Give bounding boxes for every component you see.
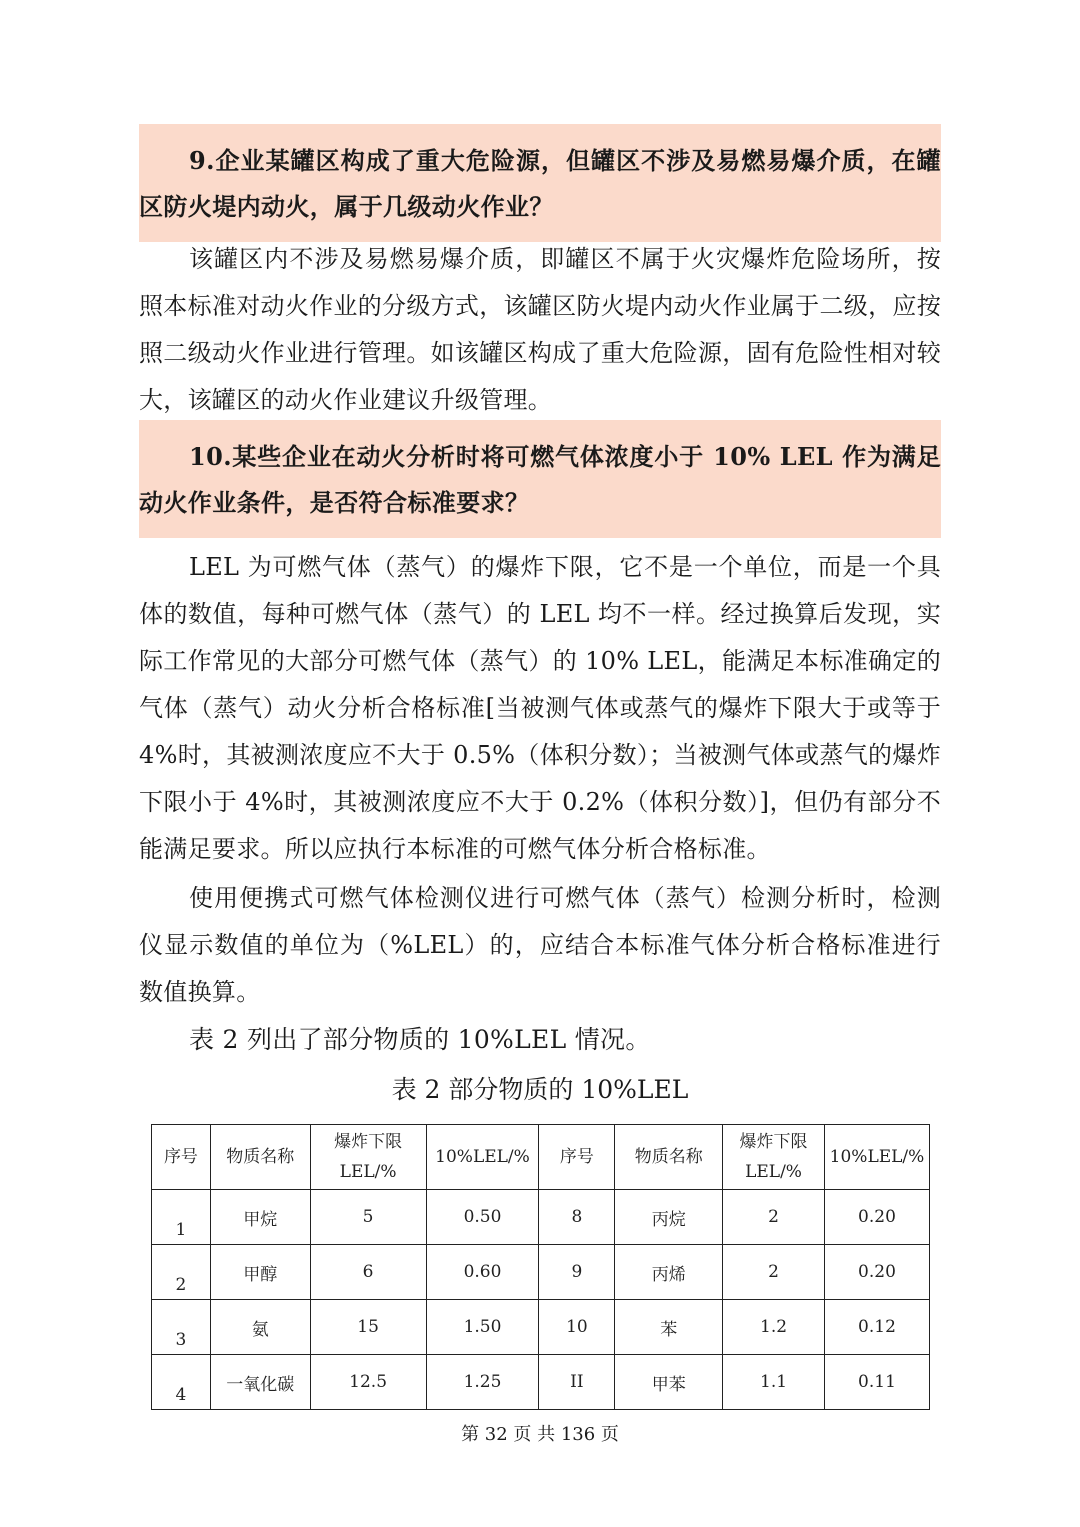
answer-9-paragraph: 该罐区内不涉及易燃易爆介质，即罐区不属于火灾爆炸危险场所，按照本标准对动火作业的分级方式，该罐区防火堤内动火作业属于二级，应按照二级动火作业进行管理。如该罐区构成了重大危险源，固有危险性相对较大，该罐区的动火作业建议升级管理。 xyxy=(139,245,941,414)
table-row xyxy=(152,1300,930,1355)
cell-10-lel: 1.25 xyxy=(426,1355,539,1410)
cell-substance: 丙烯 xyxy=(615,1245,723,1300)
answer-10-paragraph-3: 表 2 列出了部分物质的 10%LEL 情况。 xyxy=(189,1025,651,1054)
lel-table xyxy=(151,1124,930,1410)
page-footer: 第 32 页 共 136 页 xyxy=(461,1424,619,1445)
cell-substance: 甲苯 xyxy=(615,1355,723,1410)
cell-substance: 一氧化碳 xyxy=(210,1355,310,1410)
cell-10-lel: 1.50 xyxy=(426,1300,539,1355)
cell-index: 1 xyxy=(152,1190,211,1245)
cell-index: 3 xyxy=(152,1300,211,1355)
cell-index: II xyxy=(539,1355,615,1410)
header-substance-2: 物质名称 xyxy=(615,1125,723,1190)
cell-lel: 2 xyxy=(723,1245,825,1300)
table-row xyxy=(152,1190,930,1245)
header-substance: 物质名称 xyxy=(210,1125,310,1190)
cell-lel: 1.1 xyxy=(723,1355,825,1410)
question-10-text: 10.某些企业在动火分析时将可燃气体浓度小于 10% LEL 作为满足动火作业条件，是否符合标准要求？ xyxy=(139,442,941,517)
header-index-2: 序号 xyxy=(539,1125,615,1190)
cell-substance: 苯 xyxy=(615,1300,723,1355)
header-index: 序号 xyxy=(152,1125,211,1190)
cell-index: 2 xyxy=(152,1245,211,1300)
cell-10-lel: 0.20 xyxy=(824,1245,929,1300)
cell-10-lel: 0.12 xyxy=(824,1300,929,1355)
header-lel-2: 爆炸下限 LEL/% xyxy=(723,1125,825,1190)
cell-substance: 氨 xyxy=(210,1300,310,1355)
header-10-lel: 10%LEL/% xyxy=(426,1125,539,1190)
cell-lel: 15 xyxy=(310,1300,426,1355)
cell-lel: 12.5 xyxy=(310,1355,426,1410)
cell-substance: 甲醇 xyxy=(210,1245,310,1300)
cell-lel: 1.2 xyxy=(723,1300,825,1355)
table-row xyxy=(152,1355,930,1410)
table-header-row xyxy=(152,1125,930,1190)
cell-index: 10 xyxy=(539,1300,615,1355)
answer-10-paragraph-1: LEL 为可燃气体（蒸气）的爆炸下限，它不是一个单位，而是一个具体的数值，每种可燃气体（蒸气）的 LEL 均不一样。经过换算后发现，实际工作常见的大部分可燃气体（蒸气）的 10% LEL，能满足本标准确定的气体（蒸气）动火分析合格标准[当被测气体或蒸气的爆炸下限大于或等于 4%时，其被测浓度应不大于 0.5%（体积分数）；当被测气体或蒸气的爆炸下限小于 4%时，其被测浓度应不大于 0.2%（体积分数）]，但仍有部分不能满足要求。所以应执行本标准的可燃气体分析合格标准。 xyxy=(139,553,941,863)
cell-substance: 丙烷 xyxy=(615,1190,723,1245)
cell-lel: 2 xyxy=(723,1190,825,1245)
cell-lel: 5 xyxy=(310,1190,426,1245)
cell-index: 8 xyxy=(539,1190,615,1245)
cell-index: 4 xyxy=(152,1355,211,1410)
cell-10-lel: 0.50 xyxy=(426,1190,539,1245)
table-caption: 表 2 部分物质的 10%LEL xyxy=(391,1075,689,1104)
header-lel: 爆炸下限 LEL/% xyxy=(310,1125,426,1190)
header-10-lel-2: 10%LEL/% xyxy=(824,1125,929,1190)
cell-lel: 6 xyxy=(310,1245,426,1300)
answer-10-paragraph-2: 使用便携式可燃气体检测仪进行可燃气体（蒸气）检测分析时，检测仪显示数值的单位为（%LEL）的，应结合本标准气体分析合格标准进行数值换算。 xyxy=(139,884,941,1006)
question-9-box xyxy=(139,124,941,242)
cell-10-lel: 0.60 xyxy=(426,1245,539,1300)
cell-index: 9 xyxy=(539,1245,615,1300)
cell-10-lel: 0.11 xyxy=(824,1355,929,1410)
cell-10-lel: 0.20 xyxy=(824,1190,929,1245)
cell-substance: 甲烷 xyxy=(210,1190,310,1245)
question-10-box xyxy=(139,420,941,538)
table-row xyxy=(152,1245,930,1300)
question-9-text: 9.企业某罐区构成了重大危险源，但罐区不涉及易燃易爆介质，在罐区防火堤内动火，属于几级动火作业？ xyxy=(139,146,941,221)
